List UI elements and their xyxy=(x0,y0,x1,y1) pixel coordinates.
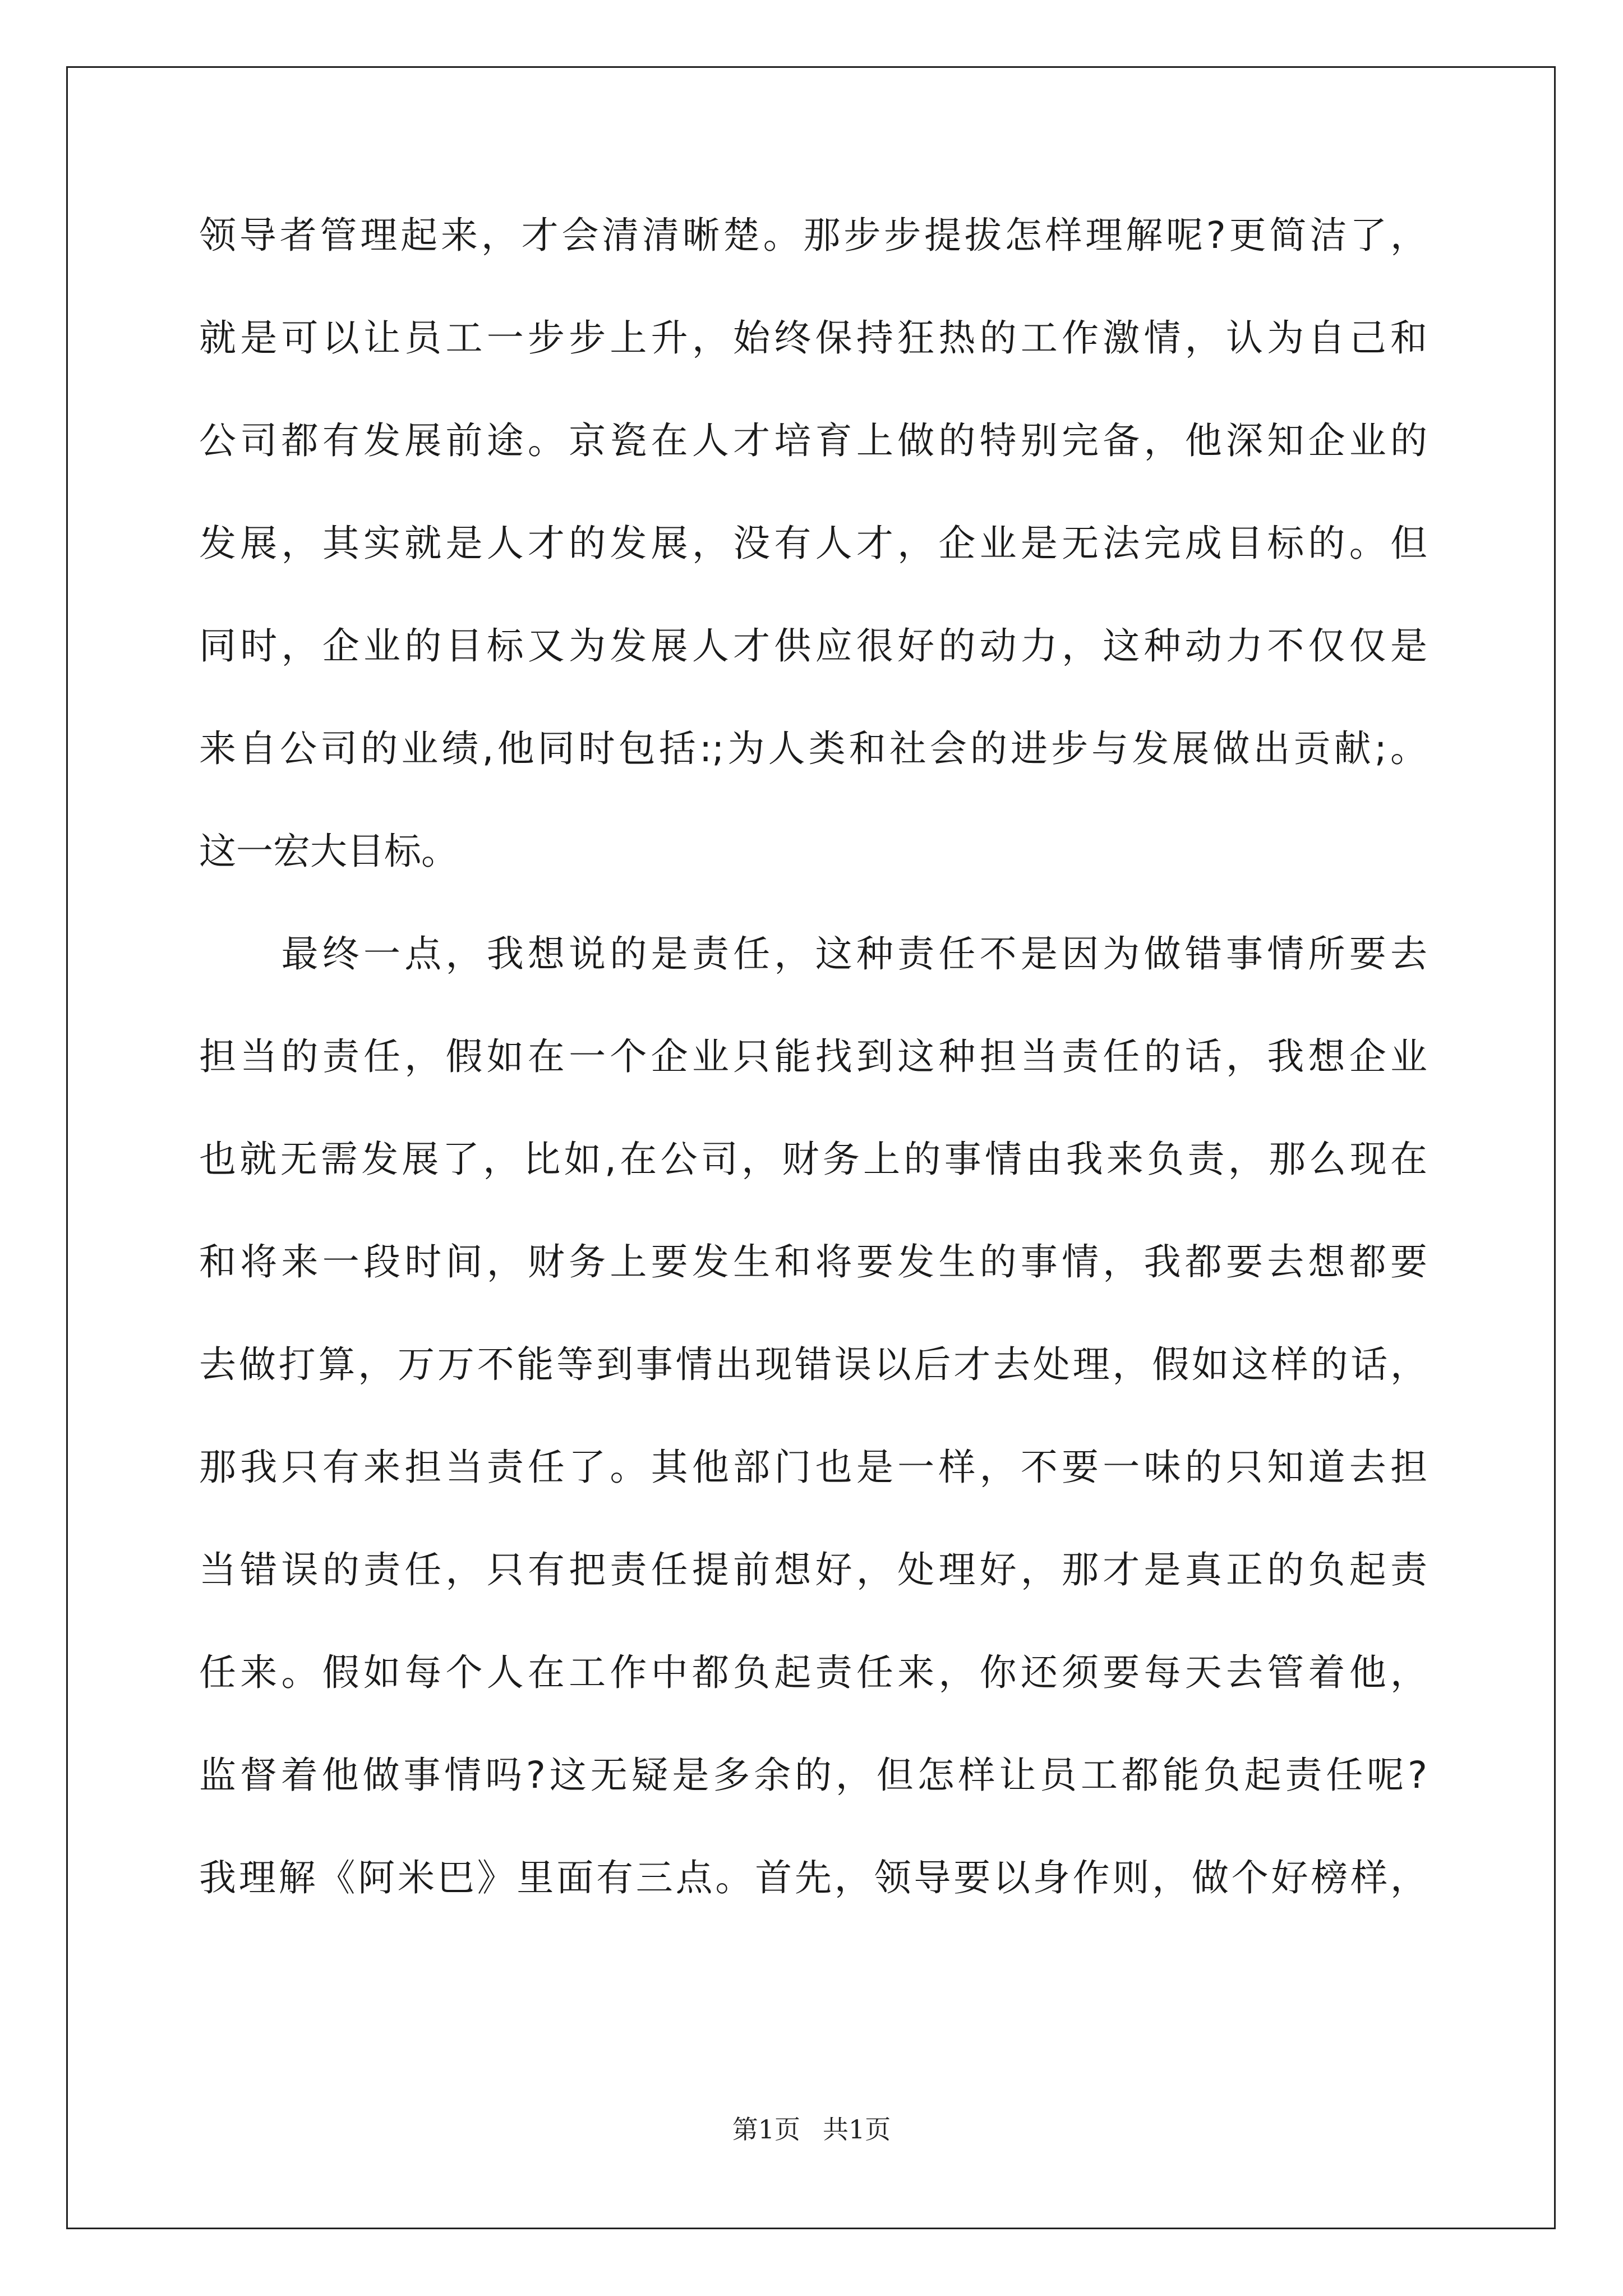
text-line: 最终一点，我想说的是责任，这种责任不是因为做错事情所要去 xyxy=(199,932,1427,976)
page-total: 共1页 xyxy=(823,2114,891,2145)
text-line: 当错误的责任，只有把责任提前想好，处理好，那才是真正的负起责 xyxy=(199,1548,1427,1591)
text-line: 来自公司的业绩,他同时包括:;为人类和社会的进步与发展做出贡献;。 xyxy=(199,727,1427,770)
text-line: 领导者管理起来，才会清清晰楚。那步步提拔怎样理解呢?更简洁了， xyxy=(199,214,1427,257)
text-line: 担当的责任，假如在一个企业只能找到这种担当责任的话，我想企业 xyxy=(199,1035,1427,1078)
text-line: 那我只有来担当责任了。其他部门也是一样，不要一味的只知道去担 xyxy=(199,1446,1427,1489)
text-line: 公司都有发展前途。京瓷在人才培育上做的特别完备，他深知企业的 xyxy=(199,419,1427,462)
page-number: 第1页 xyxy=(732,2114,800,2145)
text-line: 和将来一段时间，财务上要发生和将要发生的事情，我都要去想都要 xyxy=(199,1240,1427,1283)
document-body xyxy=(199,208,1427,1953)
page-footer xyxy=(0,2109,1623,2146)
text-line: 去做打算，万万不能等到事情出现错误以后才去处理，假如这样的话， xyxy=(199,1343,1427,1386)
text-line: 就是可以让员工一步步上升，始终保持狂热的工作激情，认为自己和 xyxy=(199,316,1427,360)
text-line: 我理解《阿米巴》里面有三点。首先，领导要以身作则，做个好榜样， xyxy=(199,1856,1427,1899)
text-line: 监督着他做事情吗?这无疑是多余的，但怎样让员工都能负起责任呢? xyxy=(199,1754,1427,1797)
text-line: 任来。假如每个人在工作中都负起责任来，你还须要每天去管着他， xyxy=(199,1651,1427,1694)
text-line: 也就无需发展了，比如,在公司，财务上的事情由我来负责，那么现在 xyxy=(199,1138,1427,1181)
text-line: 发展，其实就是人才的发展，没有人才，企业是无法完成目标的。但 xyxy=(199,522,1427,565)
text-line: 这一宏大目标。 xyxy=(199,830,458,873)
text-line: 同时，企业的目标又为发展人才供应很好的动力，这种动力不仅仅是 xyxy=(199,624,1427,668)
